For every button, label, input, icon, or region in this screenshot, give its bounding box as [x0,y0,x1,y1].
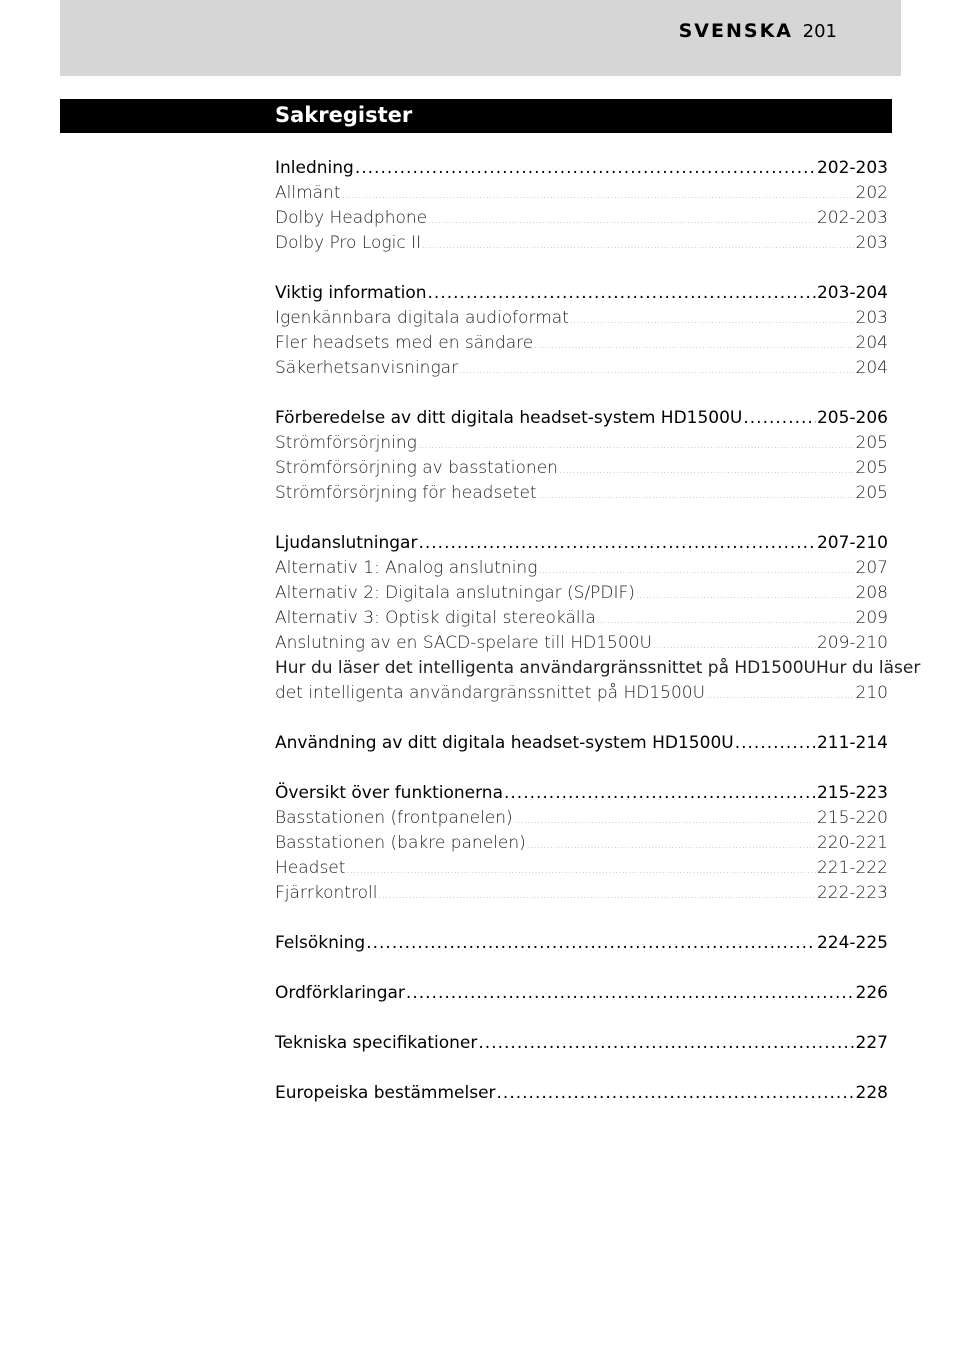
toc-sub-entry [275,231,888,256]
toc-sub-entry-label: Igenkännbara digitala audioformat [275,308,569,328]
dot-leader [597,609,855,631]
toc-sub-entry-label: det intelligenta användargränssnittet på HD1500U [275,683,706,703]
toc-section [275,1031,888,1056]
dot-leader [570,309,855,331]
toc-sub-entry-label: Anslutning av en SACD-spelare till HD1500U [275,633,652,653]
toc-sub-entry-page: 202 [855,183,888,203]
toc-sub-entry [275,581,888,606]
toc-sub-entry-page: 205 [855,458,888,478]
toc-sub-entry-label: Strömförsörjning av basstationen [275,458,558,478]
title-bar [60,99,892,133]
toc-main-entry [275,731,888,756]
toc-main-entry [275,406,888,431]
dot-leader [735,731,816,756]
toc-sub-entry [275,806,888,831]
toc-main-entry-page: 224-225 [816,933,888,953]
toc-main-entry-label: Felsökning [275,933,366,953]
dot-leader [743,406,816,431]
toc-main-entry [275,1081,888,1106]
toc-main-entry-label: Europeiska bestämmelser [275,1083,496,1103]
toc-sub-entry-label: Fjärrkontroll [275,883,378,903]
dot-leader [538,559,854,581]
dot-leader [527,834,816,856]
dot-leader [422,234,854,256]
header-band [60,0,901,76]
toc-sub-entry [275,481,888,506]
toc-sub-entry [275,881,888,906]
dot-leader [378,884,816,906]
dot-leader [478,1031,854,1056]
toc-main-entry-page: 205-206 [816,408,888,428]
toc-sub-entry-page: 204 [855,358,888,378]
dot-leader [346,859,816,881]
toc-sub-entry-page: 209 [855,608,888,628]
toc-sub-entry-page: 208 [855,583,888,603]
toc-main-entry [275,156,888,181]
toc-sub-entry-page: 203 [855,233,888,253]
toc-section [275,731,888,756]
toc-main-entry [275,281,888,306]
toc-sub-entry-label: Fler headsets med en sändare [275,333,534,353]
toc-section [275,931,888,956]
toc-main-entry-label: Ordförklaringar [275,983,405,1003]
toc-sub-entry-label: Headset [275,858,346,878]
table-of-contents [275,156,921,1131]
dot-leader [428,209,816,231]
dot-leader [366,931,816,956]
toc-main-entry-label: Inledning [275,158,354,178]
toc-sub-entry-page: 204 [855,333,888,353]
toc-main-entry-page: 215-223 [816,783,888,803]
page-number: 201 [802,21,837,42]
toc-sub-entry [275,456,888,481]
toc-sub-entry [275,856,888,881]
dot-leader [538,484,855,506]
dot-leader [418,434,855,456]
toc-main-entry [275,531,888,556]
toc-sub-entry [275,331,888,356]
toc-sub-entry-page: 222-223 [816,883,888,903]
toc-sub-entry-label: Säkerhetsanvisningar [275,358,459,378]
toc-sub-entry [275,681,888,706]
dot-leader [504,781,816,806]
dot-leader [653,634,816,656]
toc-sub-entry [275,306,888,331]
toc-sub-entry-label: Basstationen (bakre panelen) [275,833,526,853]
dot-leader [342,184,855,206]
toc-sub-entry-page: 210 [855,683,888,703]
toc-sub-entry-label: Dolby Headphone [275,208,428,228]
toc-main-entry [275,931,888,956]
dot-leader [636,584,855,606]
dot-leader [406,981,855,1006]
toc-main-entry [275,981,888,1006]
toc-sub-entry-page: 215-220 [816,808,888,828]
dot-leader [706,684,855,706]
toc-main-entry-page: 207-210 [816,533,888,553]
toc-sub-entry [275,831,888,856]
toc-sub-entry-page: 221-222 [816,858,888,878]
toc-main-entry-page: 228 [855,1083,888,1103]
toc-main-entry-page: 227 [855,1033,888,1053]
toc-main-entry-page: 211-214 [816,733,888,753]
dot-leader [497,1081,855,1106]
toc-sub-entry-page: 207 [855,558,888,578]
dot-leader [514,809,816,831]
toc-section [275,981,888,1006]
toc-main-entry-label: Ljudanslutningar [275,533,418,553]
toc-sub-entry [275,556,888,581]
dot-leader [418,531,816,556]
toc-main-entry-page: 226 [855,983,888,1003]
toc-sub-entry [275,206,888,231]
toc-sub-entry-page: 220-221 [816,833,888,853]
toc-section [275,1081,888,1106]
dot-leader [534,334,854,356]
toc-section [275,781,888,906]
toc-main-entry-page: 202-203 [816,158,888,178]
toc-main-entry [275,781,888,806]
toc-sub-entry-label: Strömförsörjning för headsetet [275,483,537,503]
toc-main-entry [275,1031,888,1056]
toc-sub-entry-page: 205 [855,433,888,453]
toc-sub-entry [275,431,888,456]
dot-leader [428,281,816,306]
toc-sub-entry-label: Strömförsörjning [275,433,417,453]
toc-sub-entry-label: Alternativ 1: Analog anslutning [275,558,538,578]
toc-main-entry-label: Förberedelse av ditt digitala headset-system HD1500U [275,408,743,428]
toc-section [275,531,921,706]
toc-sub-entry [275,356,888,381]
toc-sub-entry-label: Basstationen (frontpanelen) [275,808,513,828]
toc-sub-entry-label: Alternativ 2: Digitala anslutningar (S/PDIF) [275,583,635,603]
dot-leader [459,359,854,381]
toc-sub-entry [275,181,888,206]
language-label: SVENSKA [678,20,793,42]
toc-main-entry-label: Översikt över funktionerna [275,783,503,803]
toc-sub-entry [275,631,888,656]
toc-sub-entry-page: 202-203 [816,208,888,228]
toc-sub-entry-page: 209-210 [816,633,888,653]
toc-sub-entry-page: 205 [855,483,888,503]
toc-main-entry-label: Tekniska specifikationer [275,1033,478,1053]
toc-section [275,156,888,256]
toc-sub-entry [275,606,888,631]
dot-leader [355,156,816,181]
toc-sub-entry-wrapped-line: Hur du läser det intelligenta användargränssnittet på HD1500UHur du läser [275,658,921,678]
toc-section [275,406,888,506]
toc-sub-entry-label: Alternativ 3: Optisk digital stereokälla [275,608,596,628]
toc-sub-entry-label: Allmänt [275,183,341,203]
page-title: Sakregister [275,103,413,127]
toc-sub-entry-label: Dolby Pro Logic II [275,233,422,253]
dot-leader [559,459,855,481]
toc-main-entry-label: Viktig information [275,283,427,303]
toc-main-entry-page: 203-204 [816,283,888,303]
toc-sub-entry-page: 203 [855,308,888,328]
toc-section [275,281,888,381]
toc-main-entry-label: Användning av ditt digitala headset-system HD1500U [275,733,734,753]
